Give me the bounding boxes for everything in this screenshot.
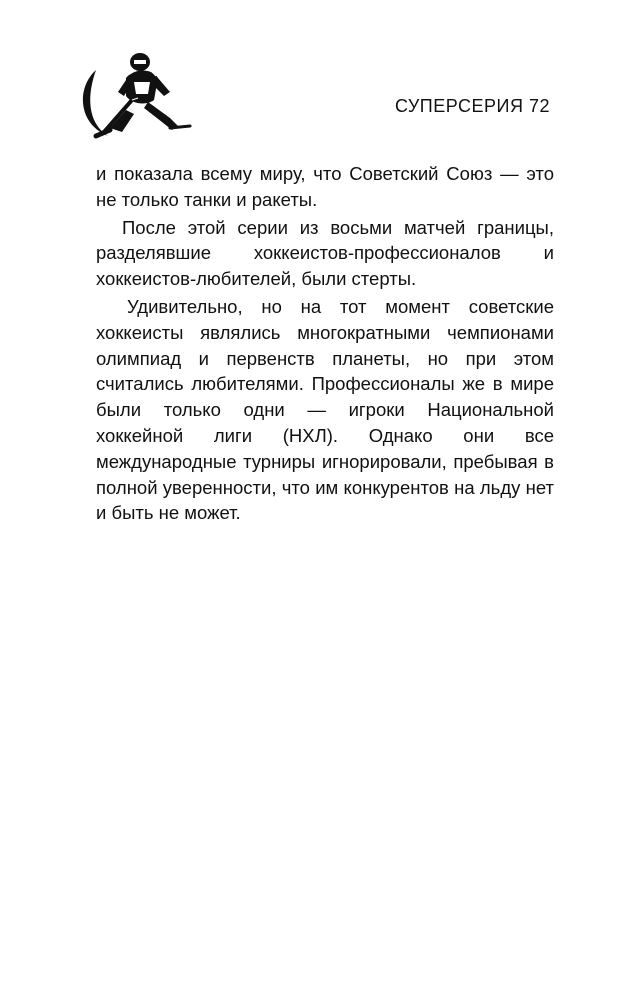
paragraph: После этой серии из восьми матчей границы, разделявшие хоккеистов-профессионалов и хоккеистов-любителей, были стерты. [96, 216, 554, 290]
hockey-player-icon [74, 48, 198, 144]
paragraph: Удивительно, но на тот момент советские хоккеисты являлись многократными чемпионами олимпиад и первенств планеты, но при этом считались любителями. Профессионалы же в мире были только одни — игроки Национальной хоккейной лиги (НХЛ). Однако они все международные турниры игнорировали, пребывая в полной уверенности, что им конкурентов на льду нет и быть не может. [96, 295, 554, 524]
paragraph: и показала всему миру, что Советский Союз — это не только танки и ракеты. [96, 163, 554, 210]
body-text [96, 161, 554, 526]
running-header-title: СУПЕРСЕРИЯ 72 [394, 96, 550, 116]
